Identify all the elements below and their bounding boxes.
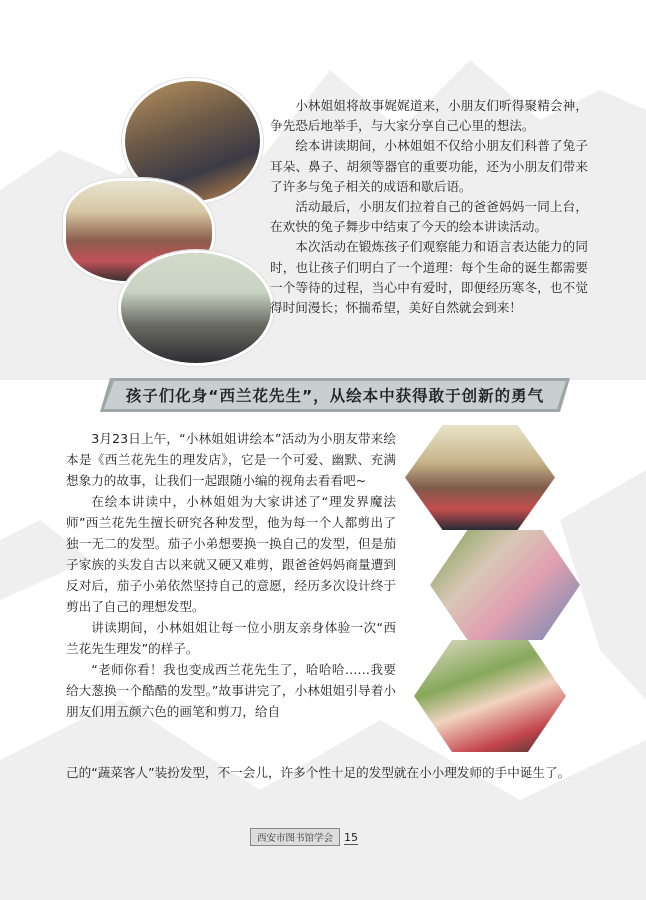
body-last-line: 己的“蔬菜客人”装扮发型，不一会儿，许多个性十足的发型就在小小理发师的手中诞生了。	[66, 765, 571, 780]
body-article-text	[66, 428, 396, 722]
page-footer	[250, 826, 358, 844]
paragraph: 3月23日上午，“小林姐姐讲绘本”活动为小朋友带来绘本是《西兰花先生的理发店》，它是一个可爱、幽默、充满想象力的故事，让我们一起跟随小编的视角去看看吧~	[66, 431, 396, 488]
paragraph: 小林姐姐将故事娓娓道来，小朋友们听得聚精会神，争先恐后地举手，与大家分享自己心里的想法。	[270, 98, 588, 134]
paragraph: 绘本讲读期间，小林姐姐不仅给小朋友们科普了兔子耳朵、鼻子、胡须等器官的重要功能，还为小朋友们带来了许多与兔子相关的成语和歇后语。	[270, 138, 588, 194]
top-article-text	[270, 96, 588, 318]
paragraph: 在绘本讲读中，小林姐姐为大家讲述了“理发界魔法师”西兰花先生擅长研究各种发型，他为每一个人都剪出了独一无二的发型。茄子小弟想要换一换自己的发型，但是茄子家族的头发自古以来就又硬又难剪，跟爸爸妈妈商量遭到反对后，茄子小弟依然坚持自己的意愿，经历多次设计终于剪出了自己的理想发型。	[66, 494, 396, 614]
paragraph: 本次活动在锻炼孩子们观察能力和语言表达能力的同时，也让孩子们明白了一个道理：每个生命的诞生都需要一个等待的过程，当心中有爱时，即便经历寒冬，也不觉得时间漫长；怀揣希望，美好自然就会到来！	[270, 239, 588, 316]
section-title: 孩子们化身“西兰花先生”，从绘本中获得敢于创新的勇气	[125, 387, 545, 405]
paragraph: “老师你看！我也变成西兰花先生了，哈哈哈……我要给大葱换一个酷酷的发型。”故事讲完了，小林姐姐引导着小朋友们用五颜六色的画笔和剪刀，给自	[66, 662, 396, 719]
footer-label: 西安市图书馆学会	[250, 828, 340, 846]
mountain-shape-footer	[0, 700, 646, 900]
page-number: 15	[344, 831, 359, 844]
paragraph: 活动最后，小朋友们拉着自己的爸爸妈妈一同上台，在欢快的兔子舞步中结束了今天的绘本讲读活动。	[270, 199, 588, 235]
paragraph: 讲读期间，小林姐姐让每一位小朋友亲身体验一次“西兰花先生理发”的样子。	[66, 620, 396, 656]
photo-audience-screen	[118, 250, 274, 366]
section-title-banner	[100, 378, 570, 412]
